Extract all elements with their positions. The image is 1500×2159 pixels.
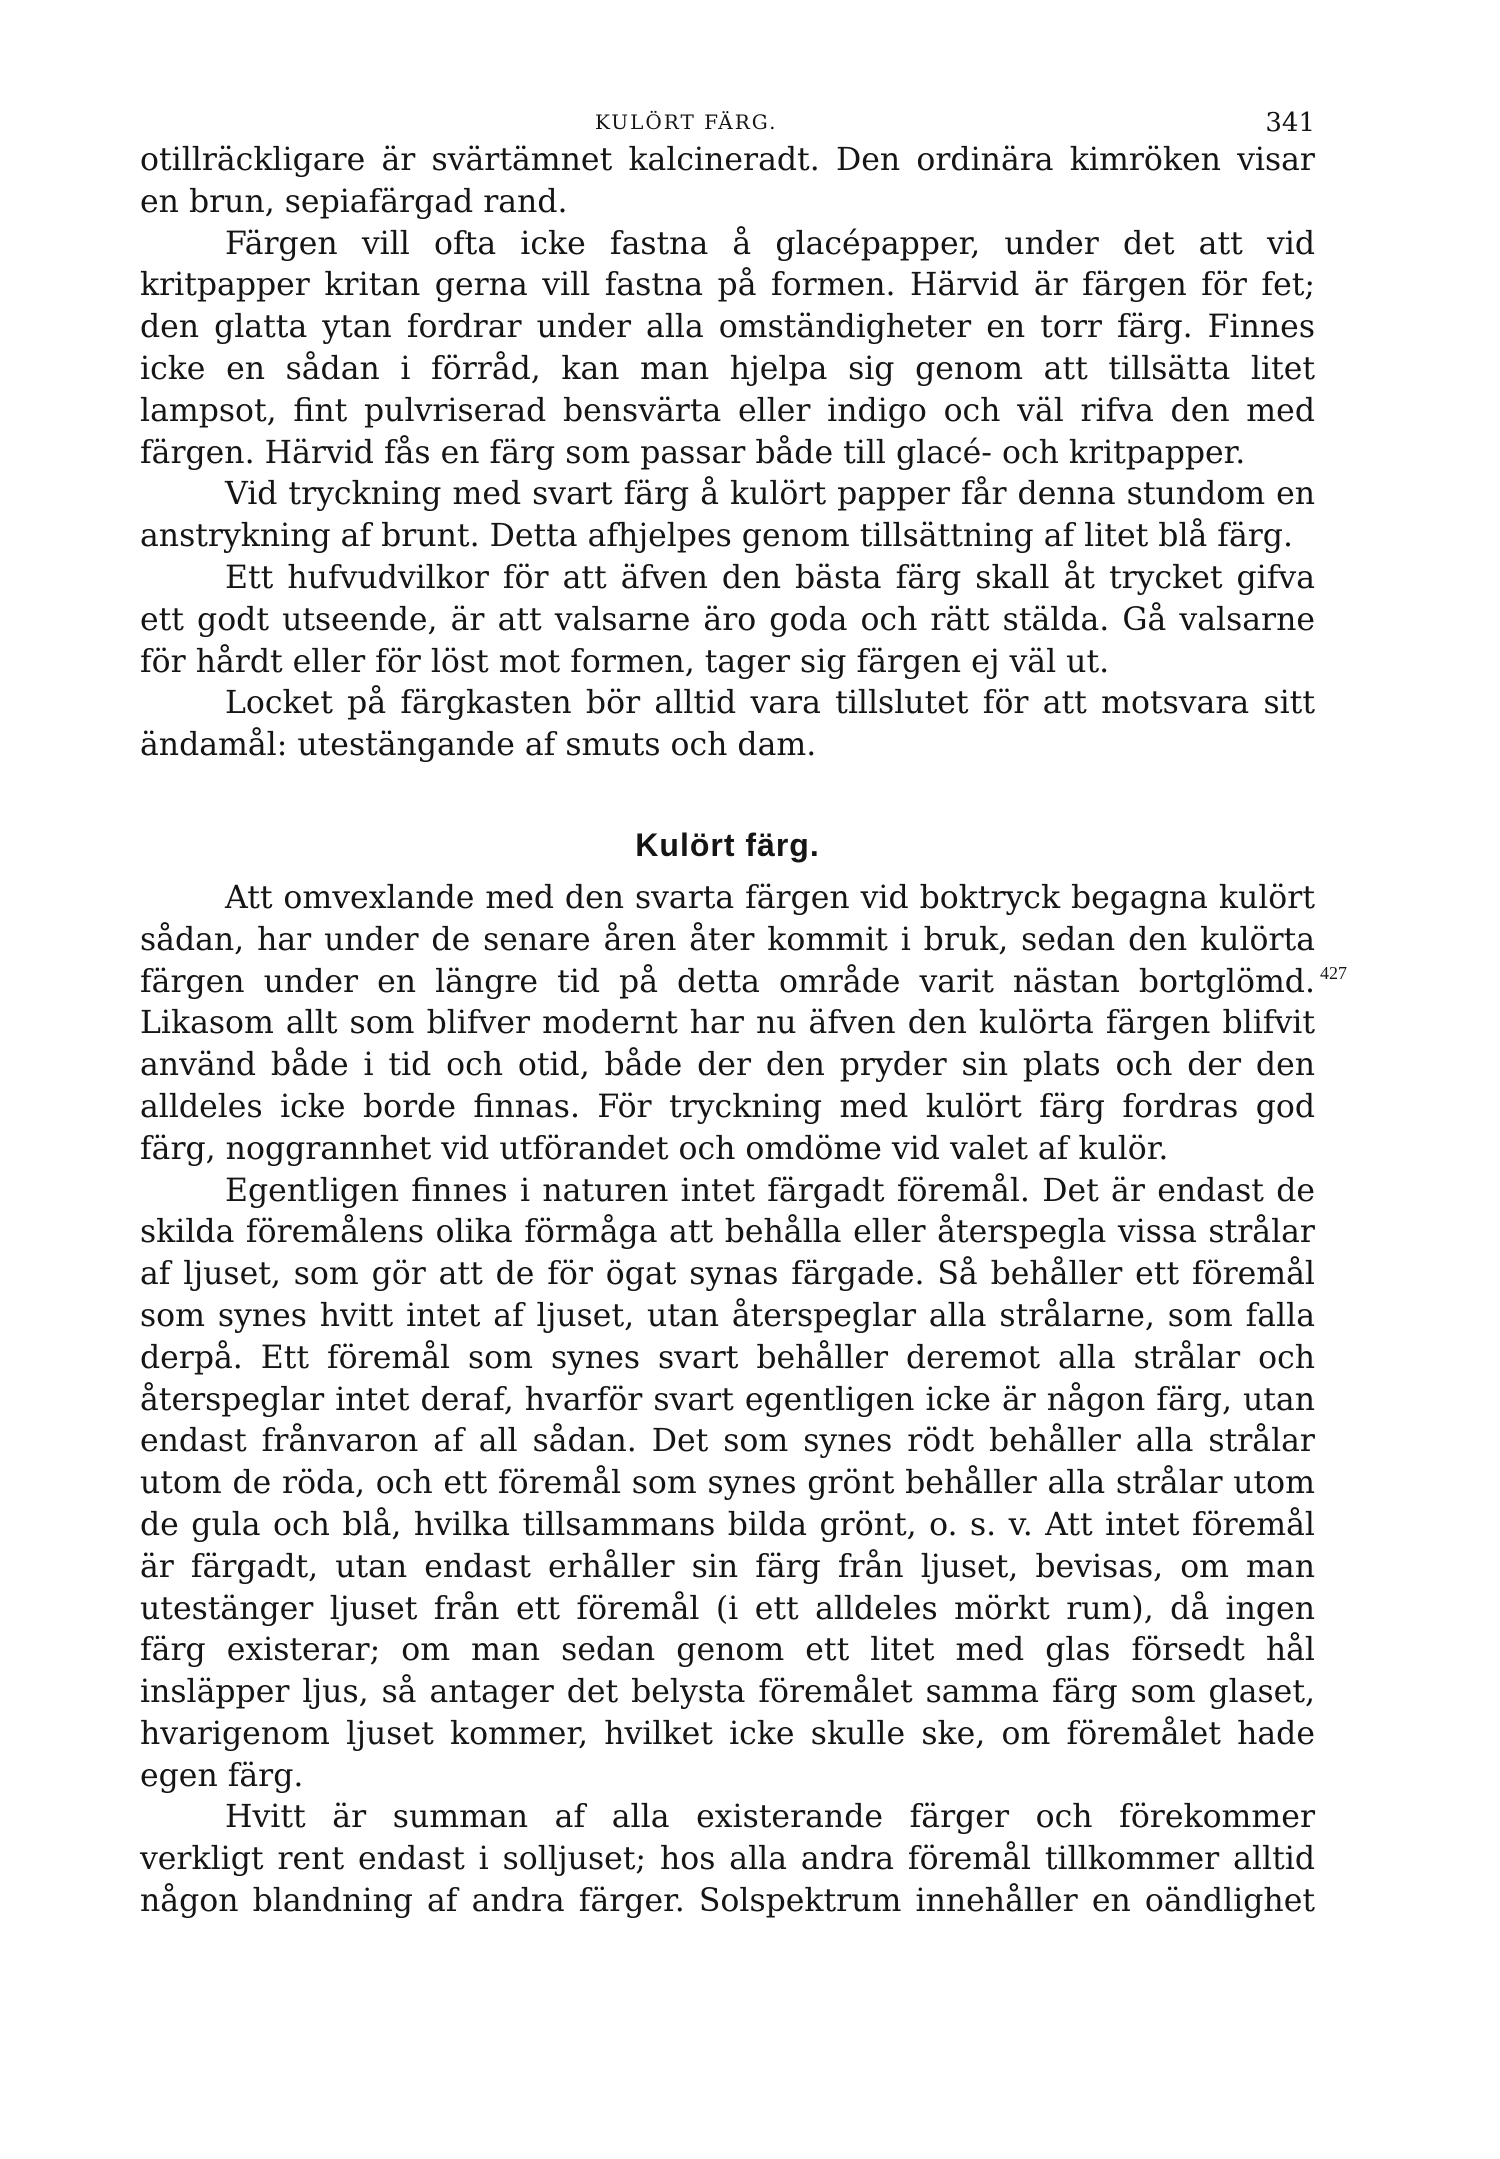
paragraph: Att omvexlande med den svarta färgen vid boktryck begagna kulört sådan, har under de senare åren åter kommit i bruk, sedan den kulörta färgen under en längre tid på detta område varit nästan bortglömd. Likasom allt som blifver modernt har nu äfven den kulörta färgen blifvit använd både i tid och otid, både der den pryder sin plats och der den alldeles icke borde finnas. För tryckning med kulört färg fordras god färg, noggrannhet vid utförandet och omdöme vid valet af kulör. [140,879,1315,1167]
paragraph: Egentligen finnes i naturen intet färgadt föremål. Det är endast de skilda föremålens olika förmåga att behålla eller återspegla vissa strålar af ljuset, som gör att de för ögat synas färgade. Så behåller ett föremål som synes hvitt intet af ljuset, utan återspeglar alla strålarne, som falla derpå. Ett föremål som synes svart behåller deremot alla strålar och återspeglar intet deraf, hvarför svart egentligen icke är någon färg, utan endast frånvaron af all sådan. Det som synes rödt behåller alla strålar utom de röda, och ett föremål som synes grönt behåller alla strålar utom de gula och blå, hvilka tillsammans bilda grönt, o. s. v. Att intet föremål är färgadt, utan endast erhåller sin färg från ljuset, bevisas, om man utestänger ljuset från ett föremål (i ett alldeles mörkt rum), då ingen färg existerar; om man sedan genom ett litet med glas försedt hål insläpper ljus, så antager det belysta föremålet samma färg som glaset, hvarigenom ljuset kommer, hvilket icke skulle ske, om föremålet hade egen färg. [140,1172,1315,1794]
running-head [140,100,1315,140]
margin-section-number: 427 [1320,963,1347,983]
paragraph: otillräckligare är svärtämnet kalcineradt. Den ordinära kimröken visar en brun, sepiafärgad rand. [140,142,1315,220]
paragraph: Vid tryckning med svart färg å kulört papper får denna stundom en anstrykning af brunt. Detta afhjelpes genom tillsättning af litet blå färg. [140,476,1315,555]
paragraph: Locket på färgkasten bör alltid vara tillslutet för att motsvara sitt ändamål: utestängande af smuts och dam. [140,685,1315,764]
running-head-title: KULÖRT FÄRG. [595,110,778,134]
section-kulort-farg-text [140,878,1315,1923]
paragraph: Färgen vill ofta icke fastna å glacépapper, under det att vid kritpapper kritan gerna vill fastna på formen. Härvid är färgen för fet; den glatta ytan fordrar under alla omständigheter en torr färg. Finnes icke en sådan i förråd, kan man hjelpa sig genom att tillsätta litet lampsot, fint pulvriserad bensvärta eller indigo och väl rifva den med färgen. Härvid fås en färg som passar både till glacé- och kritpapper. [140,225,1315,471]
book-page [140,100,1315,1923]
page-number: 341 [1265,108,1315,138]
paragraph: Ett hufvudvilkor för att äfven den bästa färg skall åt trycket gifva ett godt utseende, är att valsarne äro goda och rätt stälda. Gå valsarne för hårdt eller för löst mot formen, tager sig färgen ej väl ut. [140,559,1315,680]
section-heading: Kulört färg. [635,826,820,863]
section-continued-text [140,140,1315,767]
paragraph: Hvitt är summan af alla existerande färger och förekommer verkligt rent endast i solljuset; hos alla andra föremål tillkommer alltid någon blandning af andra färger. Solspektrum innehåller en oändlighet [140,1799,1315,1920]
